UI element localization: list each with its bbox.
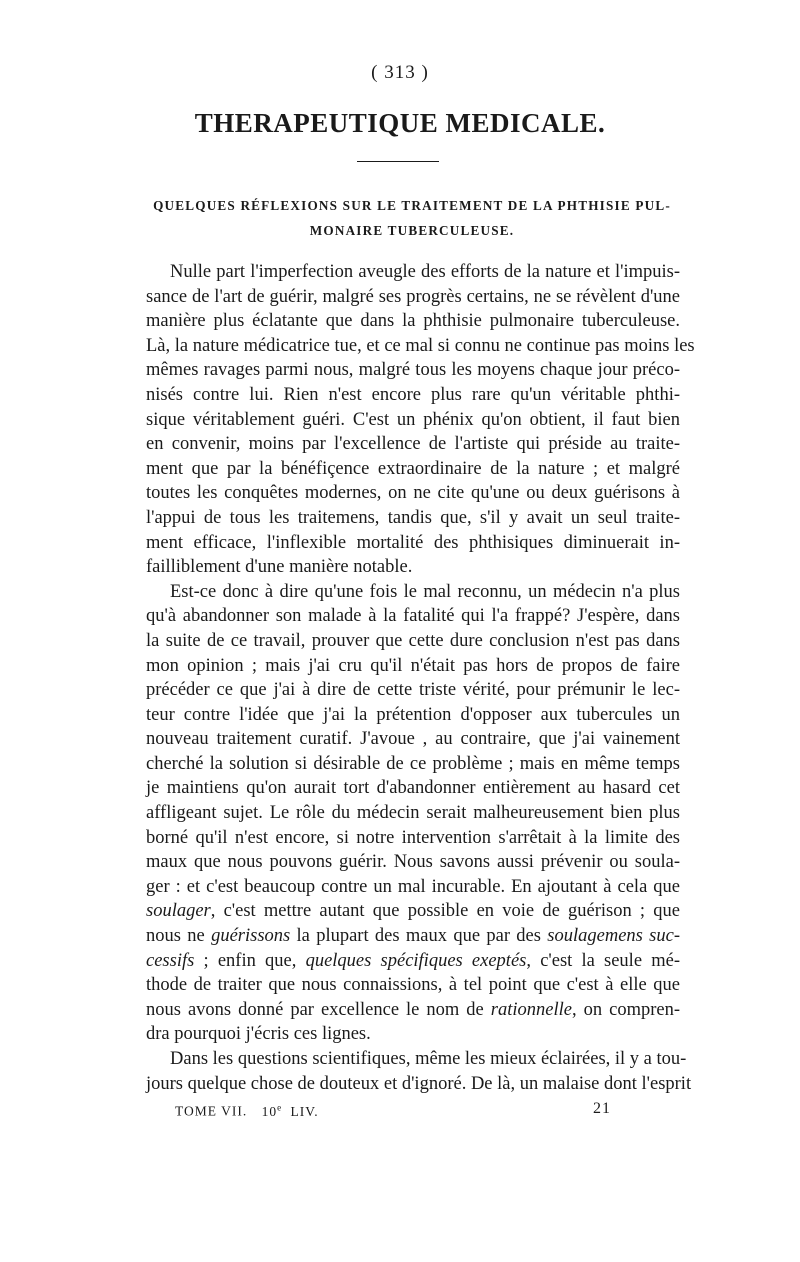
page-number: ( 313 )	[371, 62, 429, 83]
body-line: sance de l'art de guérir, malgré ses progrès certains, ne se révèlent d'une	[146, 286, 680, 307]
body-line: manière plus éclatante que dans la phthisie pulmonaire tuberculeuse.	[146, 311, 680, 332]
section-title: THERAPEUTIQUE MEDICALE.	[194, 108, 606, 138]
body-line: Là, la nature médicatrice tue, et ce mal si connu ne continue pas moins les	[146, 335, 695, 356]
body-line: failliblement d'une manière notable.	[146, 557, 413, 578]
body-line: maux que nous pouvons guérir. Nous savons aussi prévenir ou soula-	[146, 852, 680, 873]
article-heading-line: QUELQUES RÉFLEXIONS SUR LE TRAITEMENT DE LA PHTHISIE PUL-	[153, 198, 671, 213]
body-line: ment que par la bénéfiçence extraordinaire de la nature ; et malgré	[146, 458, 680, 479]
body-line: Dans les questions scientifiques, même les mieux éclairées, il y a tou-	[170, 1049, 687, 1069]
body-line: soulager, c'est mettre autant que possible en voie de guérison ; que	[146, 901, 680, 922]
body-line: en convenir, moins par l'excellence de l'artiste qui préside au traite-	[146, 434, 680, 455]
body-line: je maintiens qu'on aurait tort d'abandonner entièrement au hasard cet	[146, 778, 680, 799]
footer-issue: 10e	[261, 1102, 283, 1119]
footer-volume: TOME VII.	[175, 1103, 248, 1119]
body-line: affligeant sujet. Le rôle du médecin serait malheureusement bien plus	[146, 803, 680, 824]
body-line: ger : et c'est beaucoup contre un mal incurable. En ajoutant à cela que	[146, 876, 680, 897]
body-line: nouveau traitement curatif. J'avoue , au contraire, que j'ai vainement	[146, 729, 680, 750]
body-line: nous ne guérissons la plupart des maux que par des soulagemens suc-	[146, 926, 680, 947]
body-line: qu'à abandonner son malade à la fatalité qui l'a frappé? J'espère, dans	[146, 606, 680, 627]
body-line: borné qu'il n'est encore, si notre intervention s'arrêtait à la limite des	[146, 827, 680, 848]
body-line: ment efficace, l'inflexible mortalité des phthisiques diminuerait in-	[146, 532, 680, 553]
body-line: nous avons donné par excellence le nom de rationnelle, on compren-	[146, 999, 680, 1020]
body-line: thode de traiter que nous connaissions, à tel point que c'est à elle que	[146, 975, 680, 996]
footer-livraison: LIV.	[290, 1103, 319, 1119]
body-line: sique véritablement guéri. C'est un phénix qu'on obtient, il faut bien	[146, 409, 680, 430]
article-heading	[146, 193, 678, 243]
body-line: mêmes ravages parmi nous, malgré tous les moyens chaque jour préco-	[146, 360, 680, 381]
body-line: cessifs ; enfin que, quelques spécifiques exeptés, c'est la seule mé-	[146, 950, 680, 971]
body-line: la suite de ce travail, prouver que cette dure conclusion n'est pas dans	[146, 630, 680, 651]
page-footer	[175, 1102, 625, 1120]
body-line: mon opinion ; mais j'ai cru qu'il n'était pas hors de propos de faire	[146, 655, 680, 676]
body-line: Nulle part l'imperfection aveugle des efforts de la nature et l'impuis-	[170, 262, 680, 282]
body-line: l'appui de tous les traitemens, tandis que, s'il y avait un seul traite-	[146, 507, 680, 528]
footer-signature: 21	[593, 1100, 611, 1117]
title-rule	[357, 161, 439, 162]
body-line: jours quelque chose de douteux et d'ignoré. De là, un malaise dont l'esprit	[146, 1073, 692, 1094]
body-line: nisés contre lui. Rien n'est encore plus rare qu'un véritable phthi-	[146, 384, 680, 405]
body-line: Est-ce donc à dire qu'une fois le mal reconnu, un médecin n'a plus	[170, 581, 680, 602]
body-line: toutes les conquêtes modernes, on ne cite qu'une ou deux guérisons à	[146, 483, 680, 504]
article-heading-line: MONAIRE TUBERCULEUSE.	[309, 223, 515, 238]
body-line: précéder ce que j'ai à dire de cette triste vérité, pour prémunir le lec-	[146, 680, 680, 701]
article-body	[146, 260, 695, 1096]
body-line: teur contre l'idée que j'ai la prétention d'opposer aux tubercules un	[146, 704, 680, 725]
body-line: dra pourquoi j'écris ces lignes.	[146, 1024, 371, 1045]
body-line: cherché la solution si désirable de ce problème ; mais en même temps	[146, 753, 680, 774]
